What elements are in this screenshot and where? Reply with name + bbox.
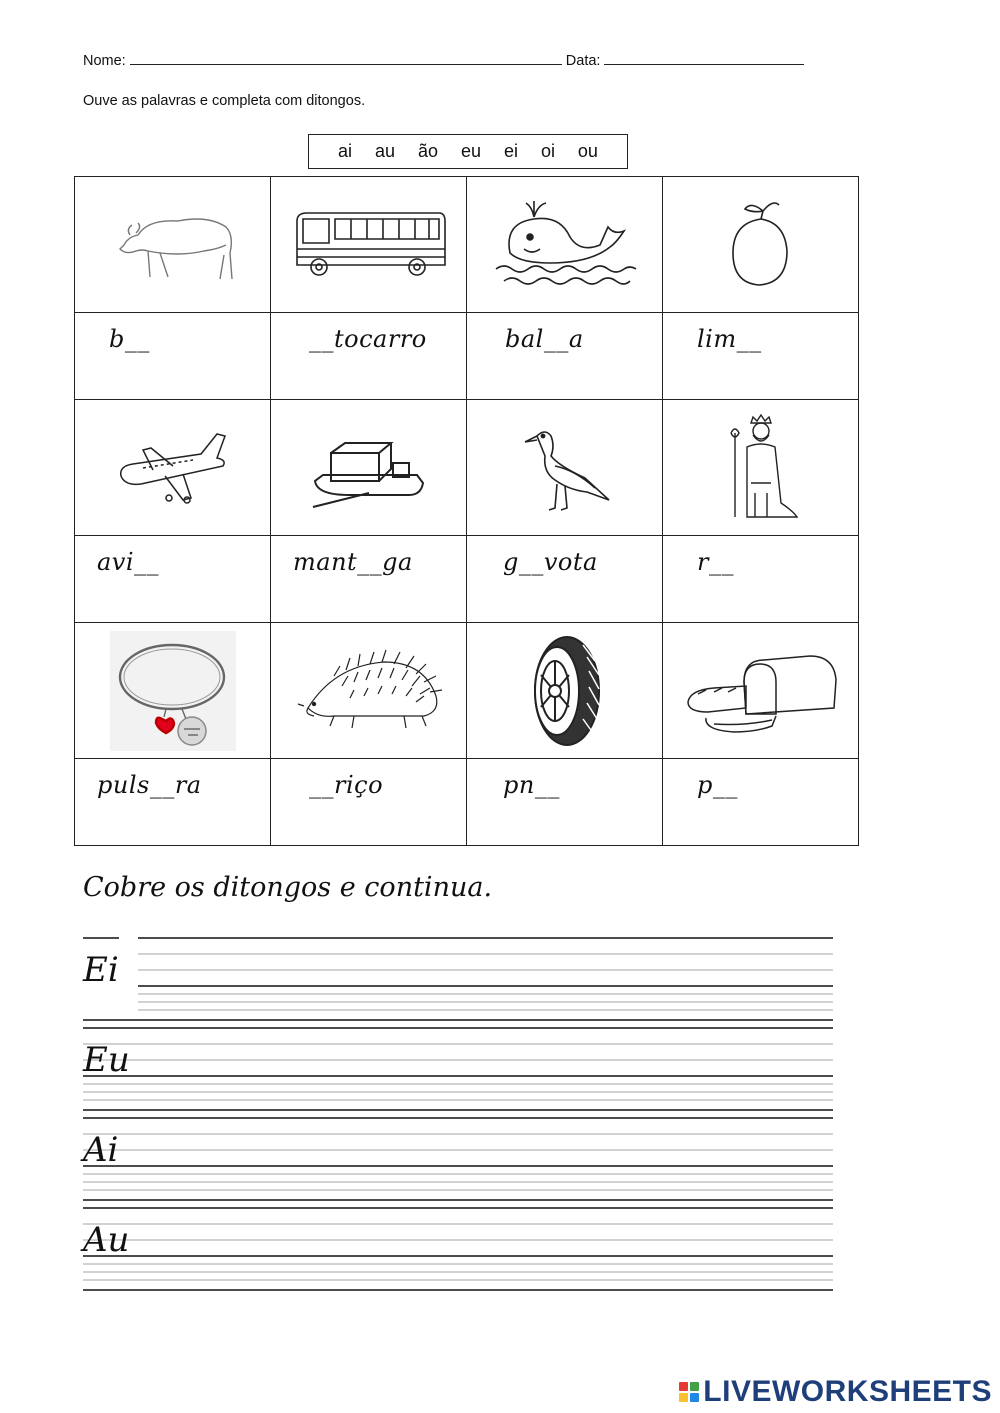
word-cell[interactable] xyxy=(663,759,859,846)
practice-title: Cobre os ditongos e continua. xyxy=(83,872,493,903)
picture-row xyxy=(75,400,859,536)
instruction: Ouve as palavras e completa com ditongos. xyxy=(83,93,366,109)
cursive-word: p__ xyxy=(697,771,738,799)
practice-letter: Eu xyxy=(83,1040,130,1080)
cursive-word: b__ xyxy=(109,325,150,353)
name-input-line[interactable] xyxy=(130,50,562,65)
picture-cell xyxy=(75,177,271,313)
word-row xyxy=(75,313,859,400)
seagull-icon xyxy=(515,420,615,516)
picture-cell xyxy=(271,177,467,313)
word-cell[interactable] xyxy=(271,759,467,846)
bracelet-icon xyxy=(110,631,236,751)
word-cell[interactable] xyxy=(467,759,663,846)
picture-row xyxy=(75,623,859,759)
date-label: Data: xyxy=(565,53,601,69)
picture-cell xyxy=(663,623,859,759)
picture-cell xyxy=(467,623,663,759)
airplane-icon xyxy=(113,428,233,508)
word-cell[interactable] xyxy=(467,536,663,623)
cursive-word: g__vota xyxy=(503,548,598,576)
word-cell[interactable] xyxy=(75,536,271,623)
diphthong-item: ai xyxy=(337,141,352,161)
diphthong-item: ão xyxy=(417,141,438,161)
picture-cell xyxy=(467,177,663,313)
practice-letter: Ai xyxy=(83,1130,119,1170)
word-cell[interactable] xyxy=(75,759,271,846)
handwriting-practice xyxy=(83,930,843,1310)
logo-mark-icon xyxy=(679,1382,699,1402)
word-cell[interactable] xyxy=(663,313,859,400)
picture-cell xyxy=(467,400,663,536)
diphthong-item: ou xyxy=(577,141,598,161)
cursive-word: bal__a xyxy=(505,325,584,353)
cursive-word: __tocarro xyxy=(309,325,427,353)
word-cell[interactable] xyxy=(663,536,859,623)
picture-cell xyxy=(663,177,859,313)
butter-icon xyxy=(309,423,429,513)
cursive-word: r__ xyxy=(697,548,734,576)
cursive-word: lim__ xyxy=(697,325,762,353)
word-cell[interactable] xyxy=(467,313,663,400)
picture-row xyxy=(75,177,859,313)
cursive-word: mant__ga xyxy=(293,548,413,576)
exercise-grid xyxy=(74,176,859,846)
practice-letter: Au xyxy=(83,1220,130,1260)
tire-icon xyxy=(527,631,603,751)
logo-text: LIVEWORKSHEETS xyxy=(703,1375,992,1408)
cursive-word: puls__ra xyxy=(97,771,202,799)
liveworksheets-logo xyxy=(679,1374,992,1410)
diphthong-item: eu xyxy=(460,141,481,161)
diphthong-item: oi xyxy=(540,141,555,161)
name-label: Nome: xyxy=(83,53,126,69)
word-row xyxy=(75,759,859,846)
bread-icon xyxy=(684,646,838,736)
picture-cell xyxy=(75,400,271,536)
picture-cell xyxy=(271,623,467,759)
word-cell[interactable] xyxy=(75,313,271,400)
diphthong-box xyxy=(308,134,628,169)
date-input-line[interactable] xyxy=(604,50,804,65)
handwriting-lines xyxy=(83,930,843,1310)
picture-cell xyxy=(663,400,859,536)
lemon-icon xyxy=(721,197,801,293)
diphthong-item: au xyxy=(374,141,395,161)
whale-icon xyxy=(490,197,640,293)
cursive-word: pn__ xyxy=(503,771,560,799)
cursive-word: __riço xyxy=(309,771,384,799)
header xyxy=(83,50,843,69)
king-icon xyxy=(721,413,801,523)
word-cell[interactable] xyxy=(271,536,467,623)
picture-cell xyxy=(271,400,467,536)
word-cell[interactable] xyxy=(271,313,467,400)
hedgehog-icon xyxy=(294,646,444,736)
bison-icon xyxy=(108,205,238,285)
picture-cell xyxy=(75,623,271,759)
diphthong-item: ei xyxy=(503,141,518,161)
word-row xyxy=(75,536,859,623)
cursive-word: avi__ xyxy=(97,548,160,576)
practice-letter: Ei xyxy=(83,950,119,990)
bus-icon xyxy=(289,207,449,283)
